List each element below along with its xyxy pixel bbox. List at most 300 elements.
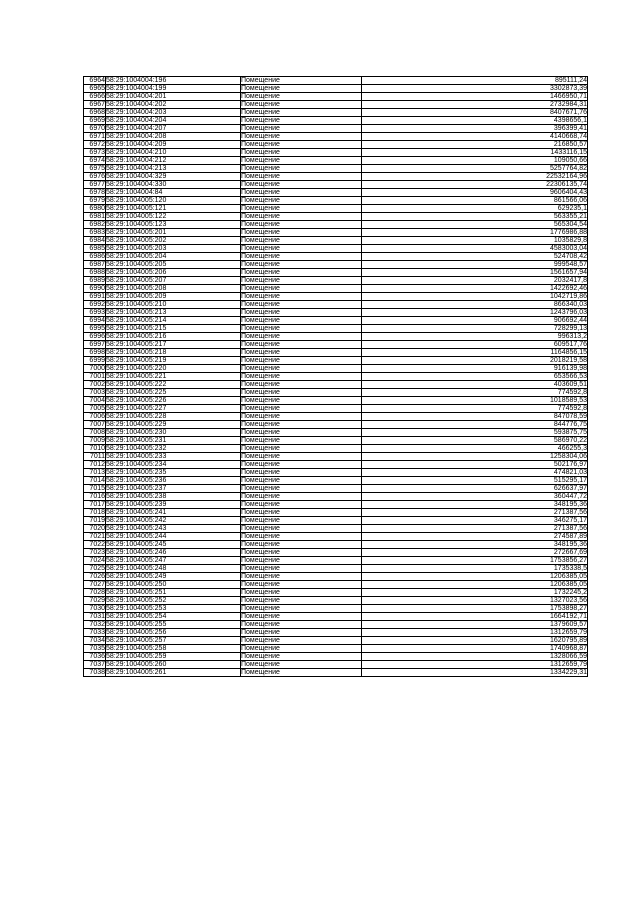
row-number-cell: 6999: [84, 357, 106, 365]
cadastral-value-cell: 216850,57: [362, 141, 588, 149]
object-type-cell: Помещение: [241, 221, 362, 229]
object-type-cell: Помещение: [241, 181, 362, 189]
table-row: [84, 149, 588, 157]
cadastral-value-cell: 1735338,5: [362, 565, 588, 573]
cadastral-number-cell: 58:29:1004005:255: [106, 621, 241, 629]
row-number-cell: 7001: [84, 373, 106, 381]
object-type-cell: Помещение: [241, 653, 362, 661]
row-number-cell: 7032: [84, 621, 106, 629]
table-row: [84, 509, 588, 517]
object-type-cell: Помещение: [241, 437, 362, 445]
row-number-cell: 6970: [84, 125, 106, 133]
table-row: [84, 605, 588, 613]
object-type-cell: Помещение: [241, 645, 362, 653]
cadastral-value-cell: 1620795,89: [362, 637, 588, 645]
cadastral-value-cell: 271387,56: [362, 509, 588, 517]
object-type-cell: Помещение: [241, 285, 362, 293]
object-type-cell: Помещение: [241, 413, 362, 421]
cadastral-number-cell: 58:29:1004004:84: [106, 189, 241, 197]
object-type-cell: Помещение: [241, 125, 362, 133]
table-row: [84, 213, 588, 221]
cadastral-value-cell: 895111,24: [362, 77, 588, 85]
table-row: [84, 533, 588, 541]
row-number-cell: 6996: [84, 333, 106, 341]
object-type-cell: Помещение: [241, 237, 362, 245]
cadastral-value-cell: 844776,75: [362, 421, 588, 429]
cadastral-number-cell: 58:29:1004005:253: [106, 605, 241, 613]
cadastral-number-cell: 58:29:1004005:235: [106, 469, 241, 477]
cadastral-value-cell: 774592,8: [362, 389, 588, 397]
object-type-cell: Помещение: [241, 637, 362, 645]
table-row: [84, 349, 588, 357]
table-row: [84, 229, 588, 237]
object-type-cell: Помещение: [241, 325, 362, 333]
row-number-cell: 6998: [84, 349, 106, 357]
object-type-cell: Помещение: [241, 589, 362, 597]
cadastral-number-cell: 58:29:1004005:204: [106, 253, 241, 261]
cadastral-number-cell: 58:29:1004004:210: [106, 149, 241, 157]
row-number-cell: 7016: [84, 493, 106, 501]
cadastral-number-cell: 58:29:1004005:213: [106, 309, 241, 317]
cadastral-value-cell: 348195,36: [362, 541, 588, 549]
object-type-cell: Помещение: [241, 461, 362, 469]
object-type-cell: Помещение: [241, 445, 362, 453]
cadastral-number-cell: 58:29:1004005:239: [106, 501, 241, 509]
cadastral-value-cell: 502176,97: [362, 461, 588, 469]
cadastral-number-cell: 58:29:1004005:238: [106, 493, 241, 501]
cadastral-value-cell: 2018219,58: [362, 357, 588, 365]
row-number-cell: 7002: [84, 381, 106, 389]
row-number-cell: 7006: [84, 413, 106, 421]
object-type-cell: Помещение: [241, 389, 362, 397]
table-row: [84, 189, 588, 197]
table-row: [84, 493, 588, 501]
cadastral-number-cell: 58:29:1004005:209: [106, 293, 241, 301]
table-row: [84, 597, 588, 605]
table-row: [84, 573, 588, 581]
cadastral-number-cell: 58:29:1004005:215: [106, 325, 241, 333]
row-number-cell: 6995: [84, 325, 106, 333]
cadastral-number-cell: 58:29:1004005:258: [106, 645, 241, 653]
row-number-cell: 6982: [84, 221, 106, 229]
table-row: [84, 397, 588, 405]
object-type-cell: Помещение: [241, 517, 362, 525]
row-number-cell: 7011: [84, 453, 106, 461]
object-type-cell: Помещение: [241, 573, 362, 581]
object-type-cell: Помещение: [241, 485, 362, 493]
object-type-cell: Помещение: [241, 149, 362, 157]
cadastral-value-cell: 474821,03: [362, 469, 588, 477]
cadastral-number-cell: 58:29:1004005:216: [106, 333, 241, 341]
table-row: [84, 653, 588, 661]
object-type-cell: Помещение: [241, 101, 362, 109]
row-number-cell: 7023: [84, 549, 106, 557]
cadastral-value-cell: 906692,44: [362, 317, 588, 325]
cadastral-number-cell: 58:29:1004005:219: [106, 357, 241, 365]
object-type-cell: Помещение: [241, 349, 362, 357]
cadastral-value-cell: 999548,57: [362, 261, 588, 269]
object-type-cell: Помещение: [241, 317, 362, 325]
cadastral-number-cell: 58:29:1004004:201: [106, 93, 241, 101]
table-row: [84, 85, 588, 93]
row-number-cell: 6994: [84, 317, 106, 325]
object-type-cell: Помещение: [241, 245, 362, 253]
table-row: [84, 101, 588, 109]
object-type-cell: Помещение: [241, 205, 362, 213]
table-row: [84, 589, 588, 597]
table-body: [84, 77, 588, 677]
object-type-cell: Помещение: [241, 549, 362, 557]
cadastral-value-cell: 466255,3: [362, 445, 588, 453]
row-number-cell: 7037: [84, 661, 106, 669]
row-number-cell: 7022: [84, 541, 106, 549]
cadastral-number-cell: 58:29:1004005:217: [106, 341, 241, 349]
table-row: [84, 429, 588, 437]
object-type-cell: Помещение: [241, 141, 362, 149]
cadastral-number-cell: 58:29:1004005:227: [106, 405, 241, 413]
object-type-cell: Помещение: [241, 213, 362, 221]
cadastral-value-cell: 1466950,71: [362, 93, 588, 101]
row-number-cell: 6987: [84, 261, 106, 269]
cadastral-number-cell: 58:29:1004005:226: [106, 397, 241, 405]
row-number-cell: 6984: [84, 237, 106, 245]
row-number-cell: 6981: [84, 213, 106, 221]
object-type-cell: Помещение: [241, 381, 362, 389]
object-type-cell: Помещение: [241, 581, 362, 589]
table-row: [84, 269, 588, 277]
object-type-cell: Помещение: [241, 365, 362, 373]
cadastral-value-cell: 1422692,46: [362, 285, 588, 293]
cadastral-value-cell: 653566,53: [362, 373, 588, 381]
row-number-cell: 7017: [84, 501, 106, 509]
cadastral-value-cell: 728299,13: [362, 325, 588, 333]
cadastral-number-cell: 58:29:1004005:248: [106, 565, 241, 573]
cadastral-number-cell: 58:29:1004005:203: [106, 245, 241, 253]
cadastral-value-cell: 1433116,15: [362, 149, 588, 157]
table-row: [84, 437, 588, 445]
row-number-cell: 7024: [84, 557, 106, 565]
cadastral-value-cell: 22306135,74: [362, 181, 588, 189]
cadastral-number-cell: 58:29:1004005:259: [106, 653, 241, 661]
cadastral-value-cell: 1334229,31: [362, 669, 588, 677]
cadastral-value-cell: 774592,8: [362, 405, 588, 413]
cadastral-number-cell: 58:29:1004004:207: [106, 125, 241, 133]
row-number-cell: 7028: [84, 589, 106, 597]
cadastral-value-cell: 1379609,57: [362, 621, 588, 629]
row-number-cell: 7007: [84, 421, 106, 429]
cadastral-number-cell: 58:29:1004005:249: [106, 573, 241, 581]
row-number-cell: 7009: [84, 437, 106, 445]
cadastral-value-cell: 861566,06: [362, 197, 588, 205]
cadastral-number-cell: 58:29:1004004:208: [106, 133, 241, 141]
table-row: [84, 93, 588, 101]
table-row: [84, 525, 588, 533]
cadastral-value-cell: 1732245,2: [362, 589, 588, 597]
cadastral-number-cell: 58:29:1004004:213: [106, 165, 241, 173]
cadastral-number-cell: 58:29:1004005:229: [106, 421, 241, 429]
row-number-cell: 6992: [84, 301, 106, 309]
row-number-cell: 6986: [84, 253, 106, 261]
row-number-cell: 7005: [84, 405, 106, 413]
cadastral-value-cell: 8407671,76: [362, 109, 588, 117]
cadastral-value-cell: 1753898,27: [362, 605, 588, 613]
table-row: [84, 517, 588, 525]
table-row: [84, 261, 588, 269]
cadastral-value-cell: 866340,03: [362, 301, 588, 309]
cadastral-number-cell: 58:29:1004004:204: [106, 117, 241, 125]
row-number-cell: 6968: [84, 109, 106, 117]
row-number-cell: 6991: [84, 293, 106, 301]
cadastral-number-cell: 58:29:1004005:214: [106, 317, 241, 325]
cadastral-number-cell: 58:29:1004004:329: [106, 173, 241, 181]
row-number-cell: 6983: [84, 229, 106, 237]
cadastral-value-cell: 2732984,31: [362, 101, 588, 109]
cadastral-value-cell: 524708,42: [362, 253, 588, 261]
row-number-cell: 7034: [84, 637, 106, 645]
table-row: [84, 413, 588, 421]
cadastral-value-cell: 3302873,39: [362, 85, 588, 93]
row-number-cell: 7010: [84, 445, 106, 453]
table-row: [84, 133, 588, 141]
cadastral-number-cell: 58:29:1004005:232: [106, 445, 241, 453]
cadastral-value-cell: 626637,97: [362, 485, 588, 493]
cadastral-number-cell: 58:29:1004005:218: [106, 349, 241, 357]
cadastral-value-cell: 1018589,53: [362, 397, 588, 405]
row-number-cell: 6985: [84, 245, 106, 253]
row-number-cell: 7000: [84, 365, 106, 373]
object-type-cell: Помещение: [241, 157, 362, 165]
cadastral-value-cell: 348195,36: [362, 501, 588, 509]
cadastral-value-cell: 346275,17: [362, 517, 588, 525]
cadastral-value-cell: 1561657,94: [362, 269, 588, 277]
object-type-cell: Помещение: [241, 597, 362, 605]
table-row: [84, 661, 588, 669]
cadastral-value-cell: 274587,89: [362, 533, 588, 541]
cadastral-number-cell: 58:29:1004005:237: [106, 485, 241, 493]
row-number-cell: 7015: [84, 485, 106, 493]
cadastral-number-cell: 58:29:1004005:257: [106, 637, 241, 645]
cadastral-value-cell: 593875,75: [362, 429, 588, 437]
table-row: [84, 221, 588, 229]
row-number-cell: 6990: [84, 285, 106, 293]
object-type-cell: Помещение: [241, 117, 362, 125]
object-type-cell: Помещение: [241, 269, 362, 277]
object-type-cell: Помещение: [241, 253, 362, 261]
object-type-cell: Помещение: [241, 629, 362, 637]
cadastral-value-cell: 1753856,27: [362, 557, 588, 565]
cadastral-number-cell: 58:29:1004005:122: [106, 213, 241, 221]
cadastral-value-cell: 996313,2: [362, 333, 588, 341]
table-row: [84, 237, 588, 245]
cadastral-value-cell: 1740968,87: [362, 645, 588, 653]
row-number-cell: 7013: [84, 469, 106, 477]
cadastral-value-cell: 403609,51: [362, 381, 588, 389]
cadastral-number-cell: 58:29:1004004:199: [106, 85, 241, 93]
row-number-cell: 7033: [84, 629, 106, 637]
row-number-cell: 7038: [84, 669, 106, 677]
cadastral-value-cell: 1776986,88: [362, 229, 588, 237]
table-row: [84, 77, 588, 85]
cadastral-value-cell: 1035829,8: [362, 237, 588, 245]
object-type-cell: Помещение: [241, 173, 362, 181]
cadastral-number-cell: 58:29:1004005:250: [106, 581, 241, 589]
row-number-cell: 6974: [84, 157, 106, 165]
object-type-cell: Помещение: [241, 533, 362, 541]
cadastral-number-cell: 58:29:1004004:212: [106, 157, 241, 165]
row-number-cell: 6964: [84, 77, 106, 85]
cadastral-value-cell: 9606404,43: [362, 189, 588, 197]
cadastral-number-cell: 58:29:1004005:205: [106, 261, 241, 269]
cadastral-value-cell: 1312659,79: [362, 661, 588, 669]
row-number-cell: 6972: [84, 141, 106, 149]
table-row: [84, 621, 588, 629]
cadastral-value-cell: 360447,72: [362, 493, 588, 501]
row-number-cell: 7014: [84, 477, 106, 485]
cadastral-number-cell: 58:29:1004004:196: [106, 77, 241, 85]
object-type-cell: Помещение: [241, 93, 362, 101]
cadastral-number-cell: 58:29:1004005:225: [106, 389, 241, 397]
cadastral-number-cell: 58:29:1004005:234: [106, 461, 241, 469]
row-number-cell: 7036: [84, 653, 106, 661]
table-row: [84, 125, 588, 133]
cadastral-value-cell: 1312659,79: [362, 629, 588, 637]
row-number-cell: 6967: [84, 101, 106, 109]
table-row: [84, 469, 588, 477]
object-type-cell: Помещение: [241, 501, 362, 509]
row-number-cell: 6975: [84, 165, 106, 173]
cadastral-value-cell: 586970,22: [362, 437, 588, 445]
cadastral-number-cell: 58:29:1004005:221: [106, 373, 241, 381]
row-number-cell: 6988: [84, 269, 106, 277]
object-type-cell: Помещение: [241, 333, 362, 341]
object-type-cell: Помещение: [241, 189, 362, 197]
row-number-cell: 6965: [84, 85, 106, 93]
row-number-cell: 6976: [84, 173, 106, 181]
table-row: [84, 485, 588, 493]
cadastral-value-cell: 272667,69: [362, 549, 588, 557]
cadastral-value-cell: 396399,41: [362, 125, 588, 133]
cadastral-value-cell: 2032417,8: [362, 277, 588, 285]
table-row: [84, 381, 588, 389]
table-row: [84, 373, 588, 381]
table-row: [84, 357, 588, 365]
cadastral-value-cell: 1206385,05: [362, 573, 588, 581]
row-number-cell: 7035: [84, 645, 106, 653]
table-row: [84, 173, 588, 181]
cadastral-number-cell: 58:29:1004005:206: [106, 269, 241, 277]
object-type-cell: Помещение: [241, 509, 362, 517]
object-type-cell: Помещение: [241, 541, 362, 549]
cadastral-number-cell: 58:29:1004005:207: [106, 277, 241, 285]
row-number-cell: 7008: [84, 429, 106, 437]
table-row: [84, 581, 588, 589]
table-row: [84, 157, 588, 165]
cadastral-number-cell: 58:29:1004005:251: [106, 589, 241, 597]
table-row: [84, 389, 588, 397]
cadastral-value-cell: 1042719,86: [362, 293, 588, 301]
cadastral-value-cell: 1327023,56: [362, 597, 588, 605]
cadastral-value-cell: 4583003,04: [362, 245, 588, 253]
table-row: [84, 341, 588, 349]
table-row: [84, 293, 588, 301]
cadastral-value-cell: 1664192,71: [362, 613, 588, 621]
cadastral-value-cell: 4398656,1: [362, 117, 588, 125]
row-number-cell: 7031: [84, 613, 106, 621]
row-number-cell: 6993: [84, 309, 106, 317]
table-row: [84, 541, 588, 549]
object-type-cell: Помещение: [241, 133, 362, 141]
object-type-cell: Помещение: [241, 405, 362, 413]
object-type-cell: Помещение: [241, 397, 362, 405]
table-row: [84, 253, 588, 261]
object-type-cell: Помещение: [241, 357, 362, 365]
cadastral-number-cell: 58:29:1004005:245: [106, 541, 241, 549]
table-row: [84, 445, 588, 453]
cadastral-number-cell: 58:29:1004005:242: [106, 517, 241, 525]
cadastral-value-cell: 1328066,59: [362, 653, 588, 661]
table-row: [84, 477, 588, 485]
cadastral-value-cell: 565304,54: [362, 221, 588, 229]
table-row: [84, 285, 588, 293]
row-number-cell: 7004: [84, 397, 106, 405]
row-number-cell: 7012: [84, 461, 106, 469]
object-type-cell: Помещение: [241, 565, 362, 573]
table-row: [84, 637, 588, 645]
row-number-cell: 7021: [84, 533, 106, 541]
cadastral-number-cell: 58:29:1004005:236: [106, 477, 241, 485]
cadastral-number-cell: 58:29:1004005:210: [106, 301, 241, 309]
table-row: [84, 669, 588, 677]
table-row: [84, 365, 588, 373]
cadastral-number-cell: 58:29:1004005:261: [106, 669, 241, 677]
table-row: [84, 453, 588, 461]
cadastral-number-cell: 58:29:1004005:244: [106, 533, 241, 541]
object-type-cell: Помещение: [241, 477, 362, 485]
cadastral-value-cell: 5257764,82: [362, 165, 588, 173]
row-number-cell: 7026: [84, 573, 106, 581]
row-number-cell: 6973: [84, 149, 106, 157]
table-row: [84, 317, 588, 325]
table-row: [84, 333, 588, 341]
row-number-cell: 6980: [84, 205, 106, 213]
cadastral-number-cell: 58:29:1004005:243: [106, 525, 241, 533]
cadastral-number-cell: 58:29:1004004:209: [106, 141, 241, 149]
cadastral-number-cell: 58:29:1004005:201: [106, 229, 241, 237]
cadastral-number-cell: 58:29:1004005:220: [106, 365, 241, 373]
cadastral-number-cell: 58:29:1004005:252: [106, 597, 241, 605]
row-number-cell: 6989: [84, 277, 106, 285]
object-type-cell: Помещение: [241, 77, 362, 85]
table-row: [84, 181, 588, 189]
object-type-cell: Помещение: [241, 429, 362, 437]
cadastral-number-cell: 58:29:1004005:230: [106, 429, 241, 437]
object-type-cell: Помещение: [241, 309, 362, 317]
cadastral-value-cell: 609517,76: [362, 341, 588, 349]
table-row: [84, 405, 588, 413]
cadastral-value-cell: 515295,17: [362, 477, 588, 485]
cadastral-number-cell: 58:29:1004005:121: [106, 205, 241, 213]
cadastral-number-cell: 58:29:1004004:203: [106, 109, 241, 117]
cadastral-value-cell: 22532164,96: [362, 173, 588, 181]
object-type-cell: Помещение: [241, 373, 362, 381]
table-row: [84, 117, 588, 125]
table-row: [84, 325, 588, 333]
cadastral-value-cell: 847078,59: [362, 413, 588, 421]
row-number-cell: 6978: [84, 189, 106, 197]
cadastral-value-cell: 1258304,06: [362, 453, 588, 461]
table-row: [84, 197, 588, 205]
object-type-cell: Помещение: [241, 85, 362, 93]
